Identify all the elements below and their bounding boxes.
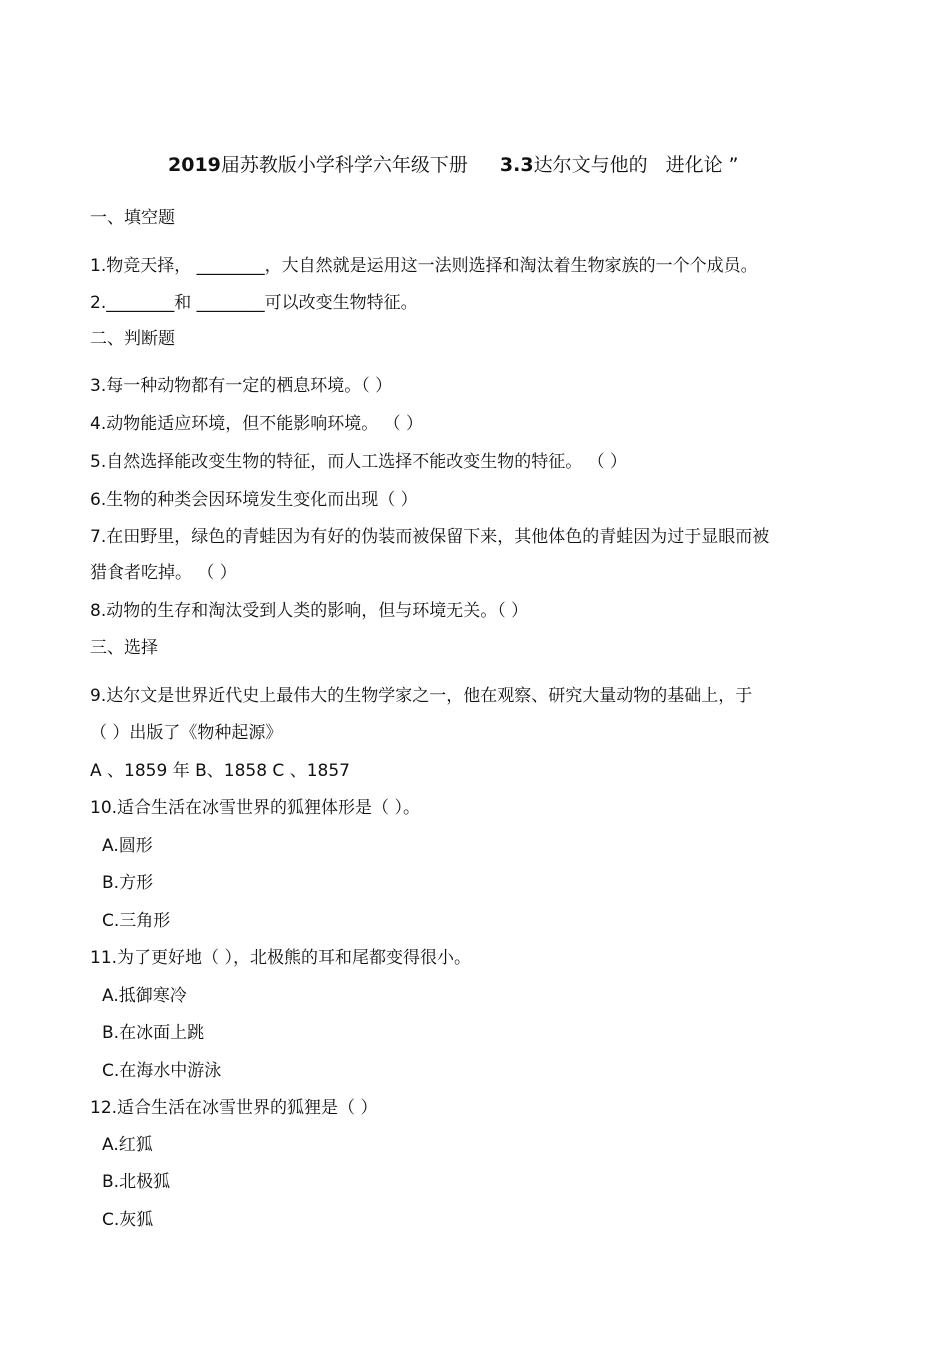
document-title [168,150,738,177]
title-lesson-topic: 进化论 ” [665,154,739,176]
section-heading-fill-blank: 一、填空题 [90,208,175,228]
question-6: 6.生物的种类会因环境发生变化而出现（ ） [90,490,418,510]
question-9-options: A 、1859 年 B、1858 C 、1857 [90,761,350,781]
question-11: 11.为了更好地（ ），北极熊的耳和尾都变得很小。 [90,948,471,968]
question-2: 2.________和 ________可以改变生物特征。 [90,293,418,313]
title-lesson-number: 3.3 [499,154,534,176]
title-textbook: 届苏教版小学科学六年级下册 [220,154,468,176]
question-10-option-a: A.圆形 [102,836,153,856]
question-1: 1.物竞天择， ________，大自然就是运用这一法则选择和淘汰着生物家族的一个个成员。 [90,256,758,276]
question-8: 8.动物的生存和淘汰受到人类的影响，但与环境无关。（ ） [90,601,529,621]
question-3: 3.每一种动物都有一定的栖息环境。（ ） [90,376,393,396]
question-12: 12.适合生活在冰雪世界的狐狸是（ ） [90,1098,378,1118]
question-5: 5.自然选择能改变生物的特征，而人工选择不能改变生物的特征。 （ ） [90,452,628,472]
question-9-line-1: 9.达尔文是世界近代史上最伟大的生物学家之一，他在观察、研究大量动物的基础上，于 [90,686,753,706]
question-9-line-2: （ ）出版了《物种起源》 [90,723,283,743]
section-heading-multiple-choice: 三、选择 [90,638,158,658]
question-7-line-1: 7.在田野里，绿色的青蛙因为有好的伪装而被保留下来，其他体色的青蛙因为过于显眼而被 [90,527,770,547]
question-12-option-c: C.灰狐 [102,1210,154,1230]
section-heading-true-false: 二、判断题 [90,329,175,349]
question-10-option-b: B.方形 [102,873,154,893]
question-11-option-a: A.抵御寒冷 [102,986,187,1006]
title-lesson-name: 达尔文与他的 [533,154,648,176]
question-11-option-c: C.在海水中游泳 [102,1061,222,1081]
question-7-line-2: 猎食者吃掉。 （ ） [90,563,237,583]
title-year: 2019 [168,154,221,176]
question-12-option-a: A.红狐 [102,1135,153,1155]
question-10-option-c: C.三角形 [102,911,171,931]
question-12-option-b: B.北极狐 [102,1172,171,1192]
question-4: 4.动物能适应环境，但不能影响环境。 （ ） [90,414,424,434]
question-11-option-b: B.在冰面上跳 [102,1023,205,1043]
question-10: 10.适合生活在冰雪世界的狐狸体形是（ ）。 [90,798,420,818]
